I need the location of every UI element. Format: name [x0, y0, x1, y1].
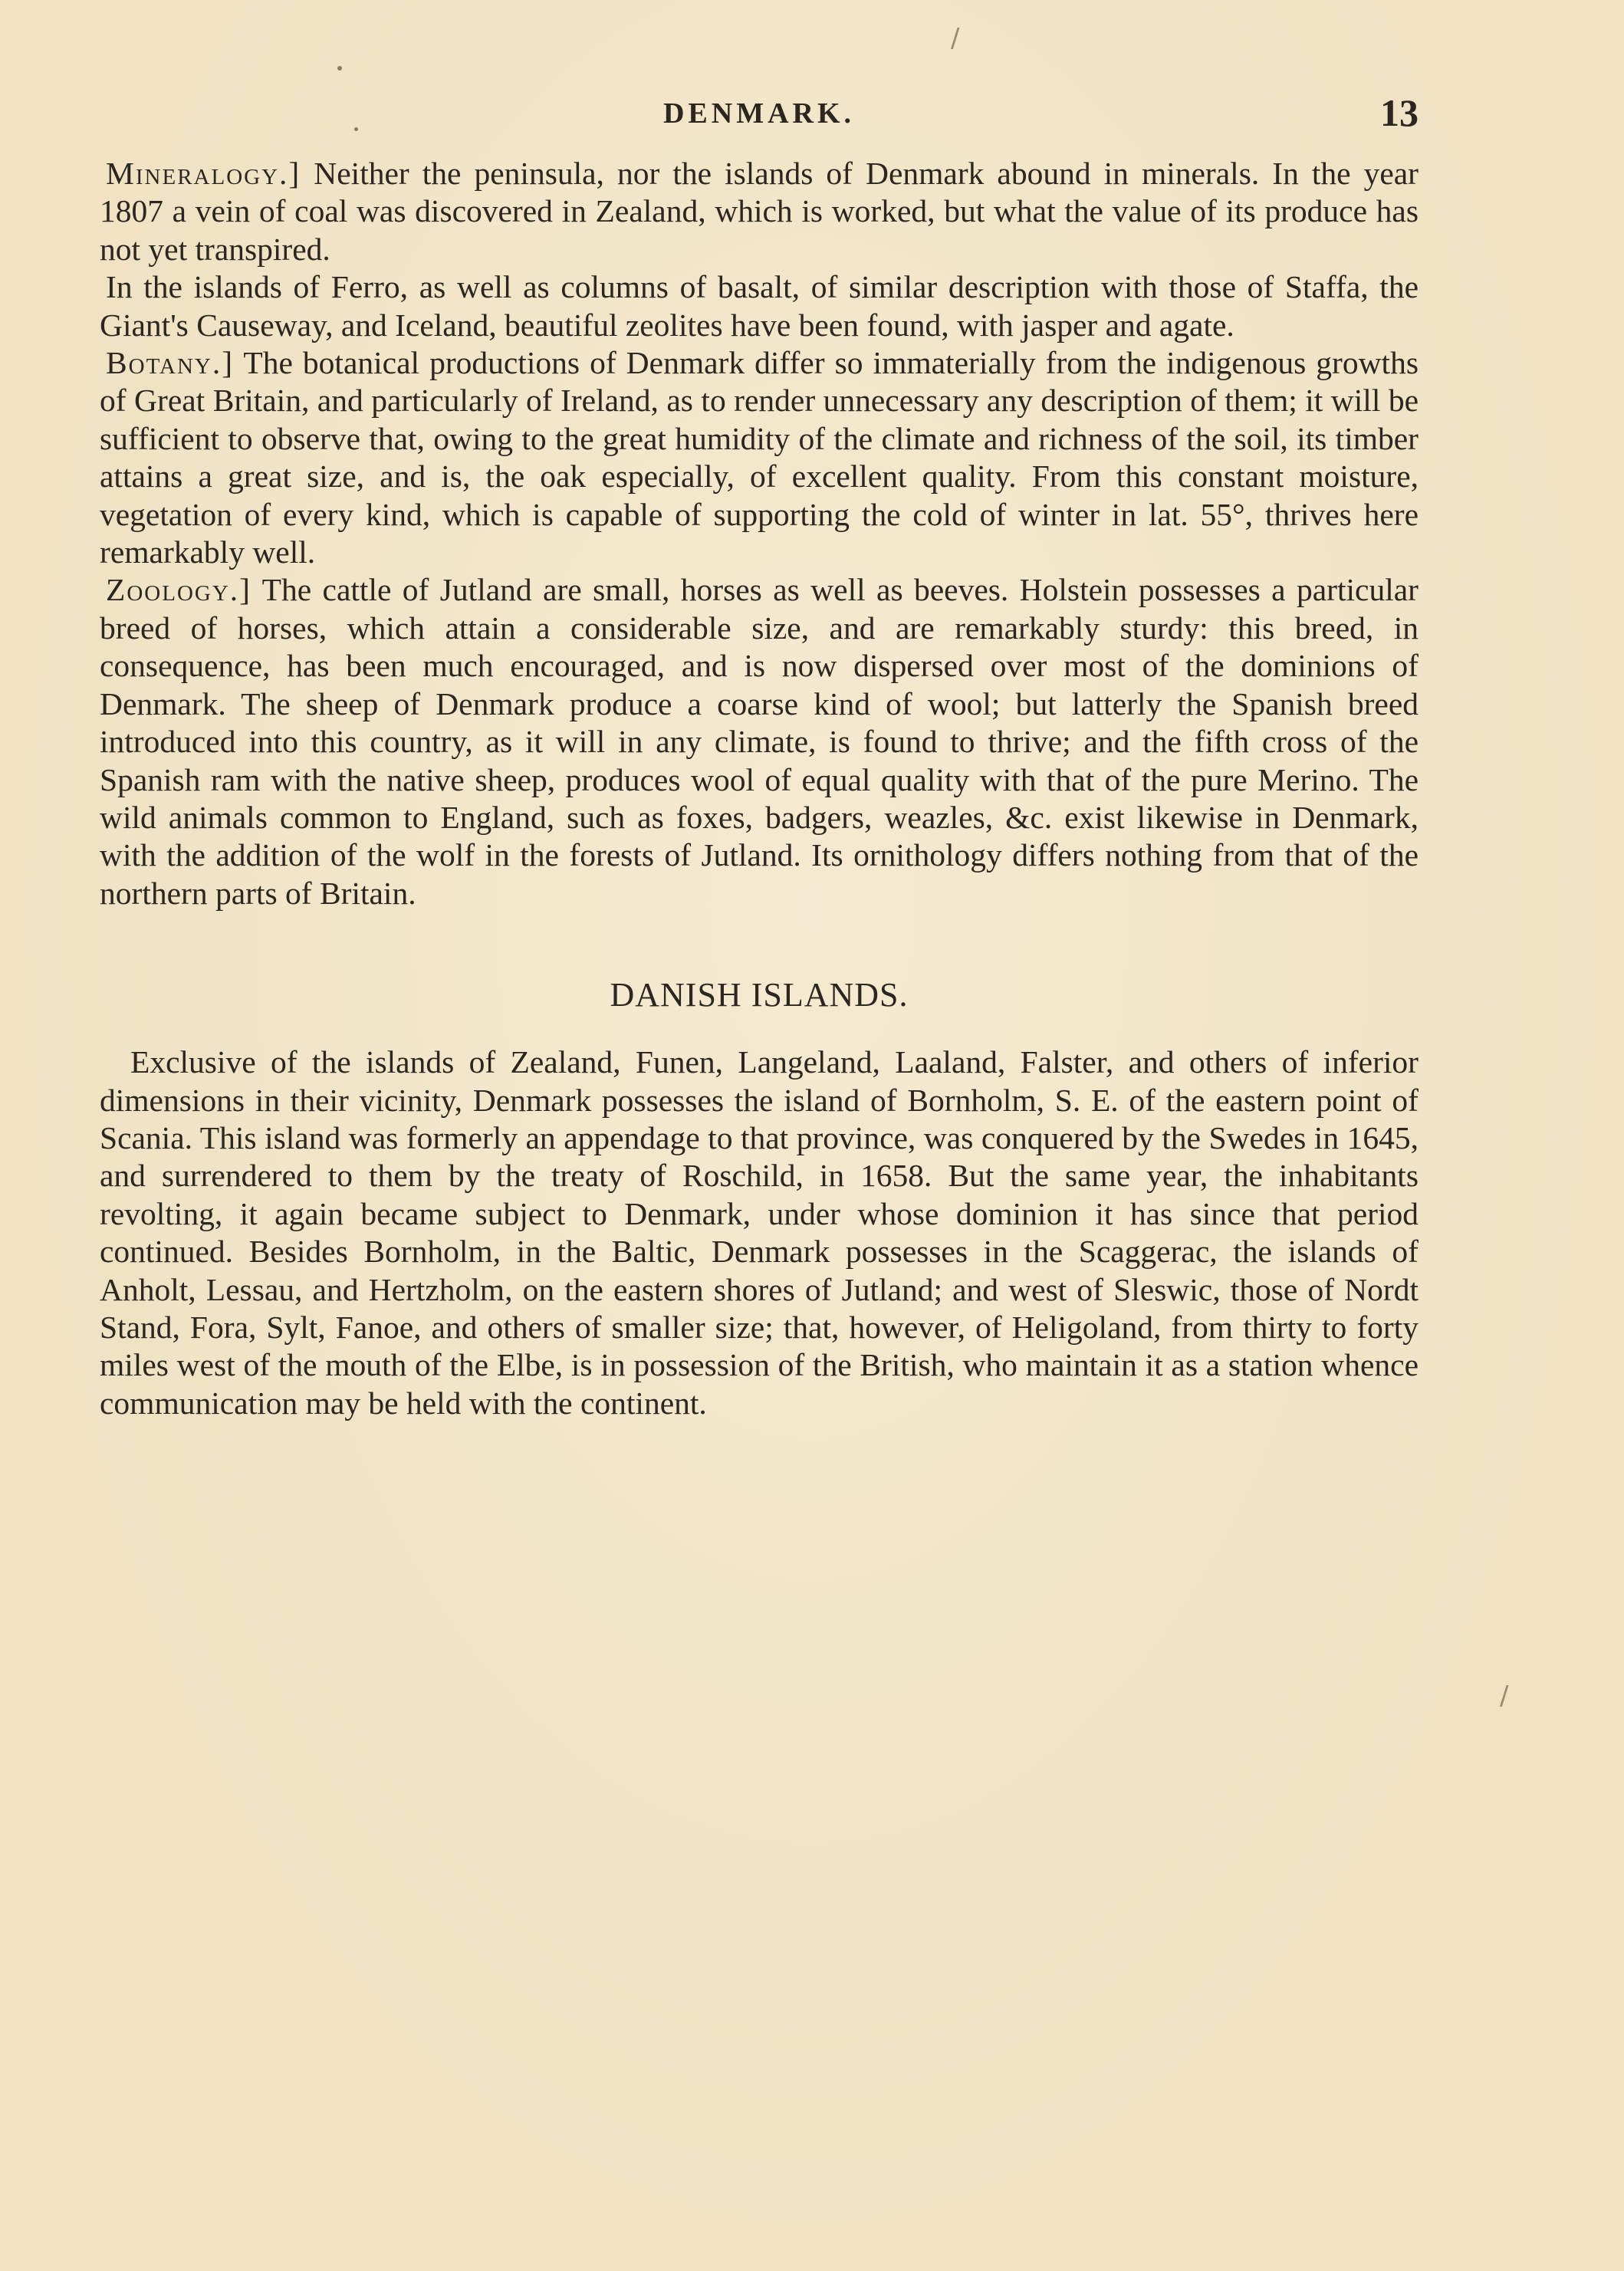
botany-text: The botanical productions of Denmark differ so immaterially from the indigenous growths of Great Britain, and particularly of Ireland, as to render unnecessary any description of them; it will be sufficient to observe that, owing to the great humidity of the climate and richness of the soil, its timber attains a great size, and is, the oak especially, of excellent quality. From this constant moisture, vegetation of every kind, which is capable of supporting the cold of winter in lat. 55°, thrives here remarkably well. [100, 345, 1419, 570]
page-number: 13 [1380, 91, 1419, 134]
paper-mark: / [951, 23, 960, 54]
ferro-paragraph [100, 268, 1419, 344]
paper-mark: / [1500, 1681, 1509, 1711]
botany-heading: Botany.] [106, 345, 235, 381]
running-head: DENMARK. [662, 97, 856, 130]
danish-islands-text: Exclusive of the islands of Zealand, Funen, Langeland, Laaland, Falster, and others of inferior dimensions in their vicinity, Denmark possesses the island of Bornholm, S. E. of the eastern point of Scania. This island was formerly an appendage to that province, was conquered by the Swedes in 1645, and surrendered to them by the treaty of Roschild, in 1658. But the same year, the inhabitants revolting, it again became subject to Denmark, under whose dominion it has since that period continued. Besides Bornholm, in the Baltic, Denmark possesses in the Scaggerac, the islands of Anholt, Lessau, and Hertzholm, on the eastern shores of Jutland; and west of Sleswic, those of Nordt Stand, Fora, Sylt, Fanoe, and others of smaller size; that, however, of Heligoland, from thirty to forty miles west of the mouth of the Elbe, is in possession of the British, who maintain it as a station whence communication may be held with the continent. [100, 1044, 1419, 1421]
mineralogy-text: Neither the peninsula, nor the islands of Denmark abound in minerals. In the year 1807 a vein of coal was discovered in Zealand, which is worked, but what the value of its produce has not yet transpired. [100, 156, 1419, 267]
zoology-heading: Zoology.] [106, 572, 251, 608]
zoology-text: The cattle of Jutland are small, horses as well as beeves. Holstein possesses a particular breed of horses, which attain a considerable size, and are remarkably sturdy: this breed, in consequence, has been much encouraged, and is now dispersed over most of the dominions of Denmark. The sheep of Denmark produce a coarse kind of wool; but latterly the Spanish breed introduced into this country, as it will in any climate, is found to thrive; and the fifth cross of the Spanish ram with the native sheep, produces wool of equal quality with that of the pure Merino. The wild animals common to England, such as foxes, badgers, weazles, &c. exist likewise in Denmark, with the addition of the wolf in the forests of Jutland. Its ornithology differs nothing from that of the northern parts of Britain. [100, 572, 1419, 911]
danish-islands-paragraph [100, 1043, 1419, 1422]
botany-paragraph [100, 344, 1419, 571]
page-body [100, 155, 1419, 1422]
zoology-paragraph [100, 571, 1419, 912]
danish-islands-title: DANISH ISLANDS. [610, 976, 909, 1014]
ferro-text: In the islands of Ferro, as well as columns of basalt, of similar description with those of Staffa, the Giant's Causeway, and Iceland, beautiful zeolites have been found, with jasper and agate. [100, 269, 1419, 343]
mineralogy-heading: Mineralogy.] [106, 156, 301, 191]
mineralogy-paragraph [100, 155, 1419, 268]
page-header [100, 90, 1419, 144]
ink-speck [337, 66, 342, 71]
